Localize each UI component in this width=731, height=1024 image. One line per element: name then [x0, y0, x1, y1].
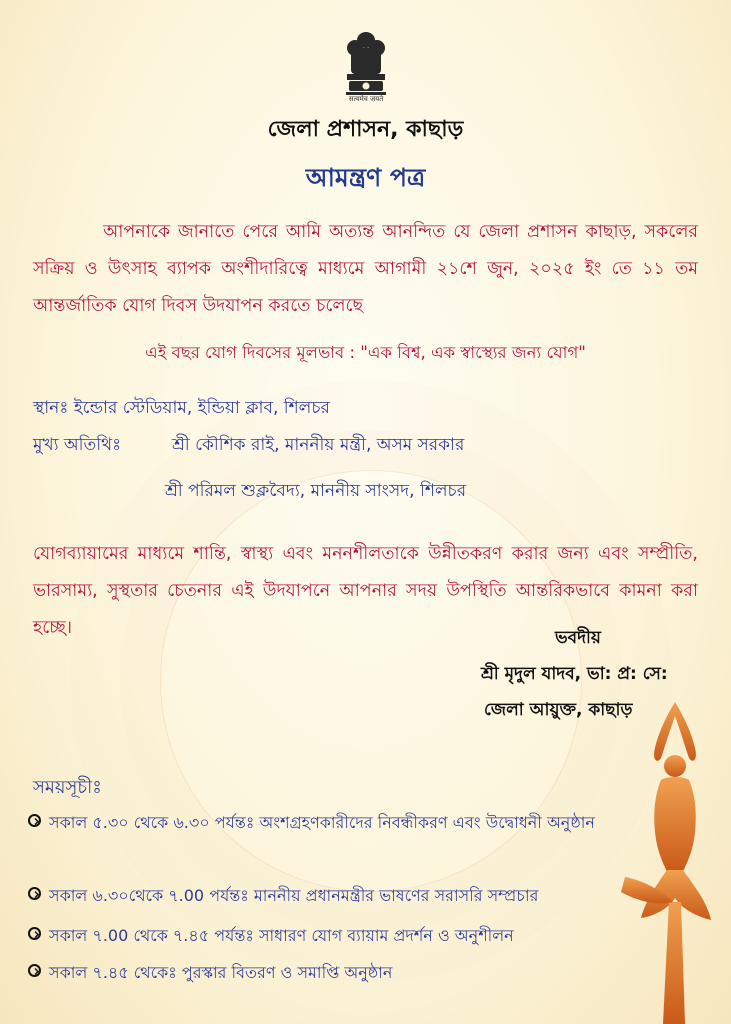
signature-designation: জেলা আয়ুক্ত, কাছাড়	[484, 700, 633, 720]
schedule-item	[28, 810, 688, 835]
schedule-item-text: সকাল ৭.00 থেকে ৭.৪৫ পর্যন্তঃ সাধারণ যোগ ব্যায়াম প্রদর্শন ও অনুশীলন	[49, 926, 514, 945]
venue-line: স্থানঃ ইন্ডোর স্টেডিয়াম, ইন্ডিয়া ক্লাব, শিলচর	[33, 398, 330, 418]
circle-chevron-right-icon	[28, 814, 41, 827]
chief-guest-1: শ্রী কৌশিক রাই, মাননীয় মন্ত্রী, অসম সরকার	[172, 435, 465, 455]
chief-guest-2: শ্রী পরিমল শুক্লবৈদ্য, মাননীয় সাংসদ, শিলচর	[165, 481, 467, 501]
schedule-item	[28, 923, 688, 948]
circle-chevron-right-icon	[28, 887, 41, 900]
invitation-title: আমন্ত্রণ পত্র	[305, 163, 426, 192]
circle-chevron-right-icon	[28, 927, 41, 940]
circle-chevron-right-icon	[28, 964, 41, 977]
schedule-item-text: সকাল ৭.৪৫ থেকেঃ পুরস্কার বিতরণ ও সমাপ্তি অনুষ্ঠান	[49, 963, 393, 982]
signature-name: শ্রী মৃদুল যাদব, ভা: প্র: সে:	[481, 664, 668, 684]
schedule-item-text: সকাল ৫.৩০ থেকে ৬.৩০ পর্যন্তঃ অংশগ্রহণকারীদের নিবন্ধীকরণ এবং উদ্বোধনী অনুষ্ঠান	[49, 813, 595, 832]
schedule-item	[28, 883, 688, 908]
chief-guest-label: মুখ্য অতিথিঃ	[33, 435, 122, 455]
closing-paragraph: যোগব্যায়ামের মাধ্যমে শান্তি, স্বাস্থ্য এবং মননশীলতাকে উন্নীতকরণ করার জন্য এবং সম্প্রীতি, ভারসাম্য, সুস্থতার চেতনার এই উদযাপনে আপনার সদয় উপস্থিতি আন্তরিকভাবে কামনা করা হচ্ছে।	[33, 544, 698, 638]
intro-paragraph: আপনাকে জানাতে পেরে আমি অত্যন্ত আনন্দিত যে জেলা প্রশাসন কাছাড়, সকলের সক্রিয় ও উৎসাহ ব্যাপক অংশীদারিত্বে মাধ্যমে আগামী ২১শে জুন, ২০২৫ ইং তে ১১ তম আন্তর্জাতিক যোগ দিবস উদযাপন করতে চলেছে	[33, 222, 698, 316]
district-administration-heading: জেলা প্রশাসন, কাছাড়	[267, 117, 464, 142]
signature-salutation: ভবদীয়	[555, 628, 601, 648]
schedule-item	[28, 960, 688, 985]
emblem-motto: सत्यमेव जयते	[348, 95, 384, 103]
schedule-item-text: সকাল ৬.৩০থেকে ৭.00 পর্যন্তঃ মাননীয় প্রধানমন্ত্রীর ভাষণের সরাসরি সম্প্রচার	[49, 886, 539, 905]
schedule-title: সময়সূচীঃ	[33, 777, 102, 798]
theme-line: এই বছর যোগ দিবসের মূলভাব : "এক বিশ্ব, এক স্বাস্থ্যের জন্য যোগ"	[145, 343, 586, 362]
